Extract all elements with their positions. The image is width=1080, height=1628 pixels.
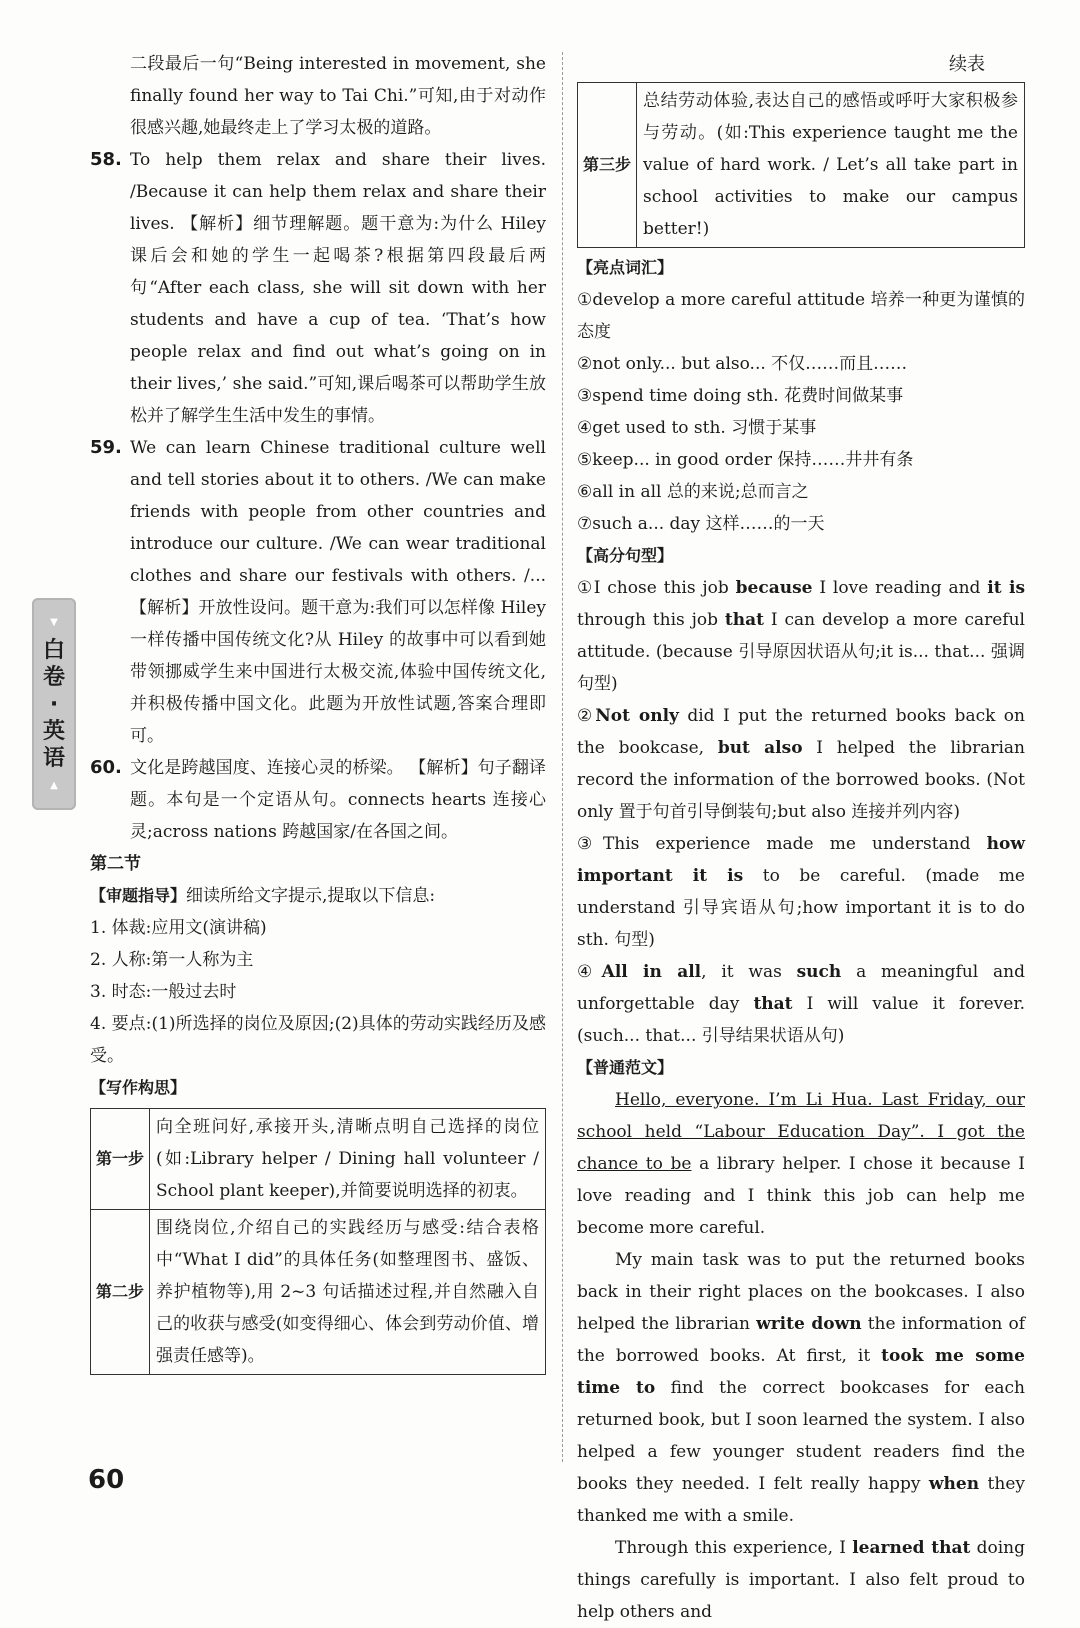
- step-label: 第二步: [91, 1210, 150, 1375]
- answer-text: 文化是跨越国度、连接心灵的桥梁。 【解析】句子翻译题。本句是一个定语从句。connects hearts 连接心灵;across nations 跨越国家/在各国之间。: [130, 758, 546, 842]
- point-item: 1. 体裁:应用文(演讲稿): [90, 918, 267, 938]
- text-run: I helped the librarian record the information of the borrowed books. (Not only 置于句首引导倒装句;but also 连接并列内容): [577, 738, 1025, 822]
- intro-text: 二段最后一句“Being interested in movement, she finally found her way to Tai Chi.”可知,由于对动作很感兴趣,她最终走上了学习太极的道路。: [130, 54, 546, 138]
- continued-label: 续表: [949, 54, 985, 75]
- bold-run: write down: [756, 1314, 862, 1334]
- table-row: [91, 1210, 546, 1375]
- side-tab-arrow-down-icon: ▼: [50, 616, 58, 628]
- sentence-pattern-4: ④All in all, it was such a meaningful and unforgettable day that I will value it forever. (such... that... 引导结果状语从句): [577, 962, 1025, 1046]
- text-run: , it was: [701, 962, 797, 982]
- step-label: 第三步: [578, 83, 637, 248]
- vocab-item: ②not only... but also... 不仅……而且……: [577, 354, 908, 374]
- question-number: 58.: [90, 149, 122, 170]
- step-text: 总结劳动体验,表达自己的感悟或呼吁大家积极参与劳动。(如:This experience taught me the value of hard work. / Let’s all take part in school activities to make our campus better!): [637, 83, 1025, 248]
- answer-59: [90, 432, 546, 752]
- writing-plan-table: [90, 1108, 546, 1375]
- text-run: find the correct bookcases for each returned book, but I soon learned the system. I also helped a few younger student readers find the books they needed. I felt really happy: [577, 1378, 1025, 1494]
- bold-run: how important it is: [577, 834, 1025, 886]
- page-number: 60: [88, 1465, 125, 1495]
- text-run: they thanked me with a smile.: [577, 1474, 1025, 1526]
- section-heading: 第二节: [90, 854, 141, 874]
- step-text: 向全班问好,承接开头,清晰点明自己选择的岗位(如:Library helper / Dining hall volunteer / School plant keeper),并简要说明选择的初衷。: [150, 1109, 546, 1210]
- bold-run: such: [796, 962, 842, 982]
- essay-paragraph-3: [577, 1532, 1025, 1628]
- step-text: 围绕岗位,介绍自己的实践经历与感受:结合表格中“What I did”的具体任务(如整理图书、盛饭、养护植物等),用 2~3 句话描述过程,并自然融入自己的收获与感受(如变得细心、体会到劳动价值、增强责任感等)。: [150, 1210, 546, 1375]
- essay-tag: 【普通范文】: [577, 1058, 674, 1077]
- bold-run: when: [928, 1474, 980, 1494]
- sentence-pattern-1: [577, 572, 1025, 700]
- vocab-item: ①develop a more careful attitude 培养一种更为谨慎的态度: [577, 290, 1025, 342]
- step-label: 第一步: [91, 1109, 150, 1210]
- essay-paragraph-2: [577, 1244, 1025, 1532]
- guide-tag: 【审题指导】: [90, 886, 187, 905]
- text-run: I can develop a more careful attitude. (because 引导原因状语从句;it is... that... 强调句型): [577, 610, 1025, 694]
- vocab-item: ⑥all in all 总的来说;总而言之: [577, 482, 809, 502]
- text-run: to be careful. (made me understand 引导宾语从句;how important it is to do sth. 句型): [577, 866, 1025, 950]
- side-tab-arrow-up-icon: ▲: [50, 779, 58, 791]
- bold-run: that: [724, 610, 764, 630]
- side-tab: [32, 598, 76, 810]
- text-run: doing things carefully is important. I also felt proud to help others and: [577, 1538, 1026, 1622]
- answer-text: To help them relax and share their lives. /Because it can help them relax and share their lives. 【解析】细节理解题。题干意为:为什么 Hiley 课后会和她的学生一起喝茶?根据第四段最后两句“After each class, she will sit down with her students and have a cup of tea. ‘That’s how people relax and find out what’s going on in their lives,’ she said.”可知,课后喝茶可以帮助学生放松并了解学生生活中发生的事情。: [130, 150, 546, 426]
- answer-58: [90, 144, 546, 432]
- text-run: did I put the returned books back on the bookcase,: [577, 706, 1025, 758]
- sentence-pattern-2: ②Not only did I put the returned books back on the bookcase, but also I helped the librarian record the information of the borrowed books. (Not only 置于句首引导倒装句;but also 连接并列内容): [577, 706, 1025, 822]
- sentence-tag: 【高分句型】: [577, 546, 674, 565]
- side-tab-label: 白卷·英语: [42, 637, 65, 771]
- writing-plan-table-continued: [577, 82, 1025, 248]
- text-run: I love reading and: [812, 578, 988, 598]
- question-number: 59.: [90, 437, 122, 458]
- underlined-run: Hello, everyone. I’m Li Hua. Last Friday, our school held “Labour Education Day”. I got the chance to be: [577, 1090, 1025, 1174]
- essay-paragraph-1: [577, 1084, 1025, 1244]
- text-run: I will value it forever. (such... that... 引导结果状语从句): [577, 994, 1025, 1046]
- vocab-item: ③spend time doing sth. 花费时间做某事: [577, 386, 904, 406]
- answer-text: We can learn Chinese traditional culture well and tell stories about it to others. /We can make friends with people from other countries and introduce our culture. /We can wear traditional clothes and share our festivals with others. /... 【解析】开放性设问。题干意为:我们可以怎样像 Hiley 一样传播中国传统文化?从 Hiley 的故事中可以看到她带领挪威学生来中国进行太极交流,体验中国传统文化,并积极传播中国文化。此题为开放性试题,答案合理即可。: [130, 438, 546, 746]
- answer-60: [90, 752, 546, 848]
- sentence-pattern-3: [577, 828, 1025, 956]
- text-run: ③This experience made me understand: [577, 834, 987, 854]
- text-run: a meaningful and unforgettable day: [577, 962, 1025, 1014]
- point-item: 4. 要点:(1)所选择的岗位及原因;(2)具体的劳动实践经历及感受。: [90, 1014, 546, 1066]
- bold-run: took me some time to: [577, 1346, 1025, 1398]
- text-run: Through this experience, I: [615, 1538, 853, 1558]
- right-column: [577, 48, 1025, 1628]
- guide-line: [90, 880, 546, 912]
- text-run: through this job: [577, 610, 725, 630]
- point-item: 2. 人称:第一人称为主: [90, 950, 254, 970]
- vocab-tag: 【亮点词汇】: [577, 258, 674, 277]
- vocab-item: ⑤keep... in good order 保持……井井有条: [577, 450, 914, 470]
- bold-run: learned that: [852, 1538, 971, 1558]
- plan-tag: 【写作构思】: [90, 1078, 187, 1097]
- vocab-item: ④get used to sth. 习惯于某事: [577, 418, 817, 438]
- table-row: [578, 83, 1025, 248]
- bold-run: it is: [987, 578, 1026, 598]
- bold-run: that: [753, 994, 793, 1014]
- guide-text: 细读所给文字提示,提取以下信息:: [186, 886, 436, 906]
- text-run: ①I chose this job: [577, 578, 736, 598]
- bold-run: because: [735, 578, 813, 598]
- text-run: My main task was to put the returned books back in their right places on the bookcases. I also helped the librarian: [577, 1250, 1025, 1334]
- bold-run: Not only: [595, 706, 679, 726]
- column-divider: [562, 52, 563, 1462]
- bold-run: but also: [717, 738, 803, 758]
- point-item: 3. 时态:一般过去时: [90, 982, 237, 1002]
- left-column: [90, 48, 546, 1375]
- question-number: 60.: [90, 757, 122, 778]
- table-row: [91, 1109, 546, 1210]
- vocab-item: ⑦such a... day 这样……的一天: [577, 514, 825, 534]
- bold-run: All in all: [601, 962, 702, 982]
- text-run: the information of the borrowed books. At first, it: [577, 1314, 1025, 1366]
- text-run: a library helper. I chose it because I love reading and I think this job can help me become more careful.: [577, 1154, 1026, 1238]
